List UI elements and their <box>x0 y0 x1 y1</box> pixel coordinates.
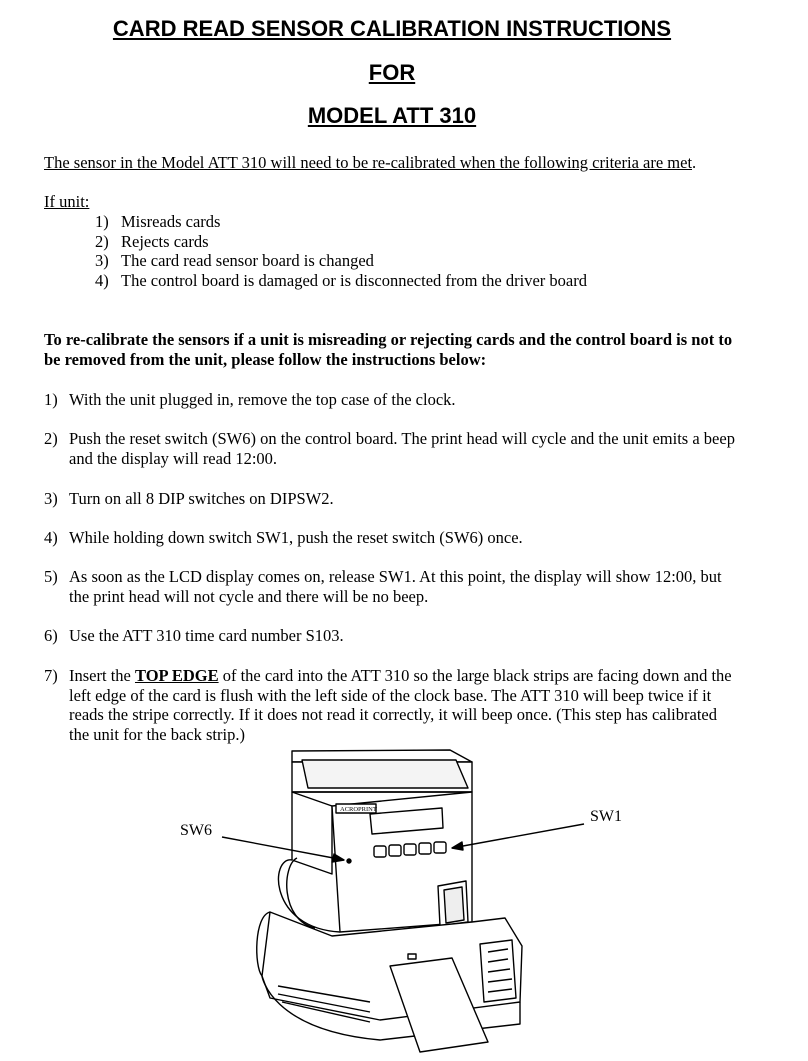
criteria-num: 2) <box>95 232 109 251</box>
intro-paragraph <box>44 153 696 173</box>
step-text: and the display will read 12:00. <box>69 449 278 468</box>
step-text: While holding down switch SW1, push the reset switch (SW6) once. <box>69 528 523 547</box>
step-text: With the unit plugged in, remove the top case of the clock. <box>69 390 456 409</box>
brand-label: ACROPRINT <box>340 806 377 813</box>
left-panel <box>292 792 332 874</box>
criteria-item: Rejects cards <box>121 232 209 251</box>
step-text: the print head will not cycle and there will be no beep. <box>69 587 429 606</box>
step-num: 6) <box>44 626 58 645</box>
step-num: 2) <box>44 429 58 448</box>
criteria-num: 3) <box>95 251 109 270</box>
clock-illustration <box>150 740 630 1058</box>
step-text: Push the reset switch (SW6) on the control board. The print head will cycle and the unit emits a beep <box>69 429 735 448</box>
step-text: Turn on all 8 DIP switches on DIPSW2. <box>69 489 334 508</box>
step-num: 3) <box>44 489 58 508</box>
page-title: CARD READ SENSOR CALIBRATION INSTRUCTIONS <box>112 16 672 41</box>
step-text: Use the ATT 310 time card number S103. <box>69 626 344 645</box>
step7-post: of the card into the ATT 310 so the large black strips are facing down and the <box>218 666 732 685</box>
clock-base <box>257 912 522 1040</box>
step-text: As soon as the LCD display comes on, release SW1. At this point, the display will show 12:00, but <box>69 567 722 586</box>
sw6-label: SW6 <box>180 822 212 839</box>
sw1-label: SW1 <box>590 808 622 825</box>
step-num: 7) <box>44 666 58 685</box>
criteria-item: Misreads cards <box>121 212 221 231</box>
step-text: left edge of the card is flush with the left side of the clock base. The ATT 310 will beep twice if it <box>69 686 712 705</box>
recal-heading-line2: be removed from the unit, please follow the instructions below: <box>44 350 487 369</box>
criteria-item: The card read sensor board is changed <box>121 251 374 270</box>
card-slot <box>444 887 464 923</box>
step-text: reads the stripe correctly. If it does not read it correctly, it will beep once. (This step has calibrated <box>69 705 717 724</box>
title-for: FOR <box>368 60 416 85</box>
step7-pre: Insert the <box>69 666 135 685</box>
step-num: 4) <box>44 528 58 547</box>
title-model: MODEL ATT 310 <box>307 103 477 128</box>
criteria-num: 4) <box>95 271 109 290</box>
criteria-item: The control board is damaged or is disconnected from the driver board <box>121 271 587 290</box>
intro-period: . <box>692 153 697 172</box>
sw6-marker <box>347 859 351 863</box>
top-tray <box>292 750 472 792</box>
if-unit-label: If unit: <box>44 192 90 211</box>
criteria-num: 1) <box>95 212 109 231</box>
step-text <box>69 666 732 686</box>
step-num: 5) <box>44 567 58 586</box>
step-num: 1) <box>44 390 58 409</box>
intro-sentence: The sensor in the Model ATT 310 will need to be re-calibrated when the following criteria are met <box>44 153 693 172</box>
top-edge-emphasis: TOP EDGE <box>134 666 219 685</box>
step-text: the unit for the back strip.) <box>69 725 245 744</box>
recal-heading-line1: To re-calibrate the sensors if a unit is misreading or rejecting cards and the control board is not to <box>44 330 733 349</box>
